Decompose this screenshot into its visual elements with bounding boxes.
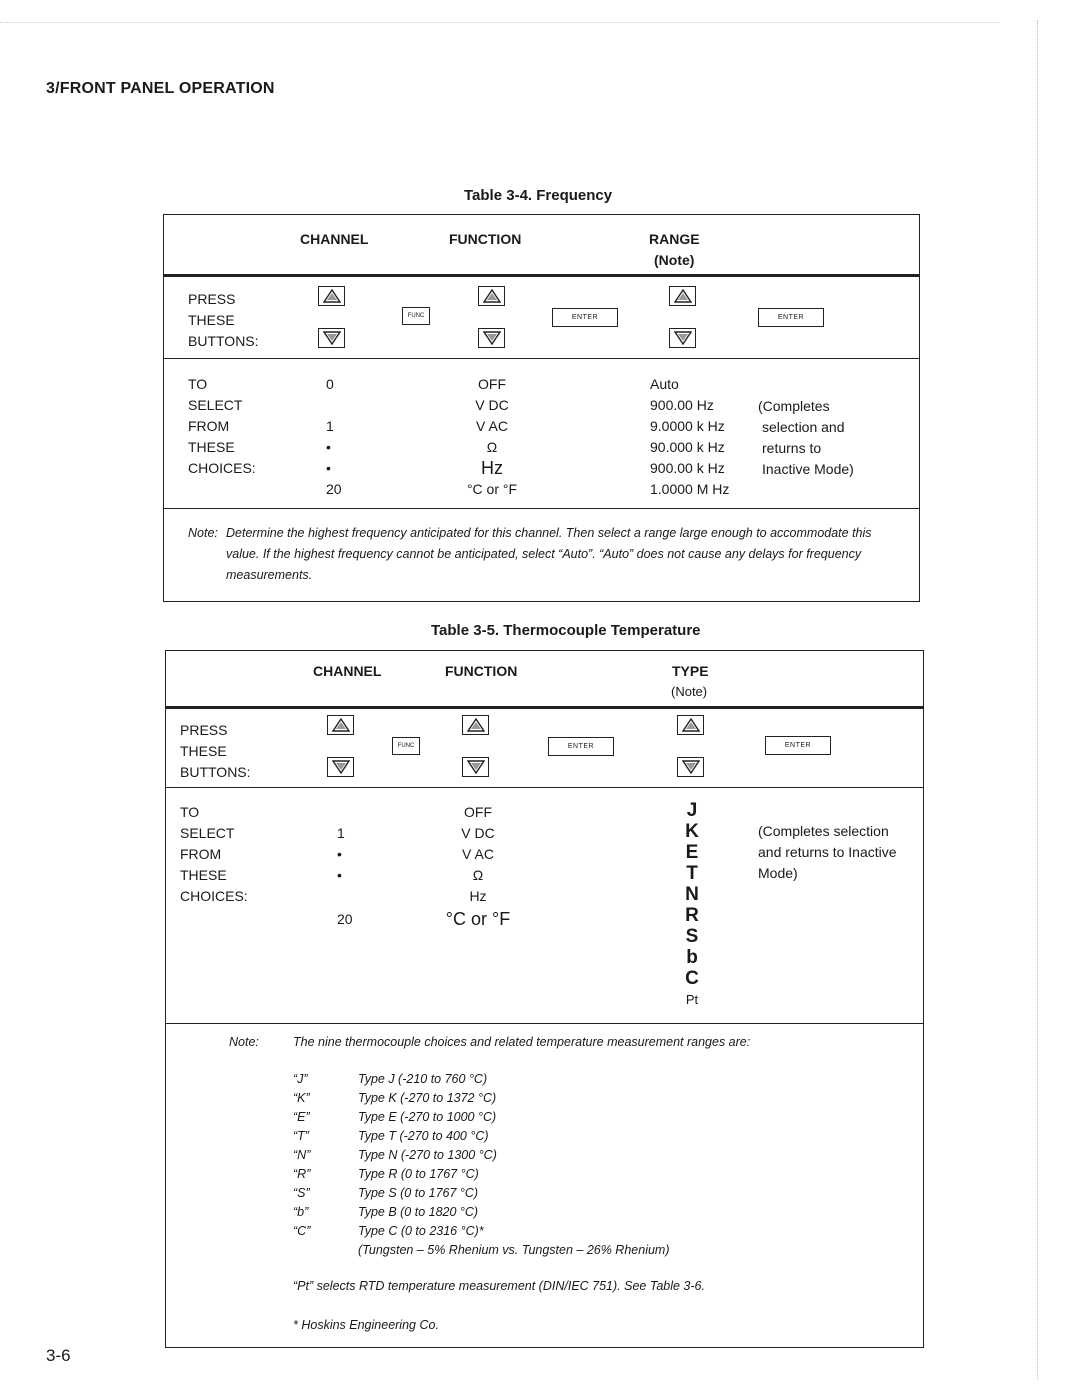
press-line: BUTTONS: bbox=[180, 764, 251, 780]
function-value: V AC bbox=[462, 846, 494, 862]
type-value: J bbox=[686, 800, 698, 821]
range-value: Auto bbox=[650, 376, 679, 392]
select-line: FROM bbox=[180, 846, 222, 862]
table5-channel-values bbox=[337, 802, 353, 930]
type-value: S bbox=[685, 926, 699, 947]
type-value: b bbox=[686, 947, 698, 968]
press-line: PRESS bbox=[180, 722, 228, 738]
channel-value: • bbox=[326, 460, 331, 476]
channel-value: 20 bbox=[326, 481, 342, 497]
type-value: Pt bbox=[685, 992, 699, 1007]
table4-col-range-note: (Note) bbox=[654, 252, 695, 268]
enter-button[interactable]: ENTER bbox=[552, 308, 618, 327]
table5-pt-note: “Pt” selects RTD temperature measurement (DIN/IEC 751). See Table 3-6. bbox=[293, 1279, 705, 1293]
type-value: C bbox=[685, 968, 699, 989]
completes-line: returns to bbox=[762, 440, 822, 456]
note-line: measurements. bbox=[226, 568, 313, 582]
channel-value: 20 bbox=[337, 911, 353, 927]
down-triangle-icon bbox=[682, 760, 700, 774]
table5-rule bbox=[166, 787, 923, 788]
channel-value: • bbox=[337, 867, 342, 883]
page-edge-rule bbox=[1037, 20, 1038, 1380]
table5-tc-ranges bbox=[358, 1070, 670, 1260]
up-triangle-icon bbox=[323, 289, 341, 303]
tc-range: Type J (-210 to 760 °C) bbox=[358, 1072, 488, 1086]
enter-button[interactable]: ENTER bbox=[548, 737, 614, 756]
page-number: 3-6 bbox=[46, 1346, 71, 1365]
tc-range: Type S (0 to 1767 °C) bbox=[358, 1186, 479, 1200]
range-value: 90.000 k Hz bbox=[650, 439, 725, 455]
table4-function-values bbox=[466, 374, 518, 500]
select-line: CHOICES: bbox=[188, 460, 256, 476]
table4-frequency bbox=[163, 214, 920, 602]
table4-range-values bbox=[650, 374, 729, 500]
function-value: OFF bbox=[478, 376, 506, 392]
tc-range: Type K (-270 to 1372 °C) bbox=[358, 1091, 497, 1105]
note-line: value. If the highest frequency cannot be anticipated, select “Auto”. “Auto” does not cause any delays for frequency bbox=[226, 547, 862, 561]
type-value: E bbox=[685, 842, 699, 863]
function-value: °C or °F bbox=[466, 481, 518, 497]
tc-code: “T” bbox=[293, 1129, 309, 1143]
completes-line: and returns to Inactive bbox=[758, 844, 897, 860]
select-line: SELECT bbox=[188, 397, 243, 413]
enter-button[interactable]: ENTER bbox=[758, 308, 824, 327]
note-line: Determine the highest frequency anticipated for this channel. Then select a range large enough to accommodate this bbox=[226, 526, 872, 540]
function-down-button[interactable] bbox=[478, 328, 505, 348]
range-up-button[interactable] bbox=[669, 286, 696, 306]
channel-value bbox=[326, 395, 342, 416]
table4-col-channel: CHANNEL bbox=[300, 231, 369, 247]
function-value-selected: Hz bbox=[481, 458, 503, 478]
tc-code: “J” bbox=[293, 1072, 308, 1086]
table5-tc-codes bbox=[293, 1070, 310, 1241]
tc-code: “E” bbox=[293, 1110, 310, 1124]
table4-rule bbox=[164, 358, 919, 359]
down-triangle-icon bbox=[323, 331, 341, 345]
section-header: 3/FRONT PANEL OPERATION bbox=[46, 80, 275, 97]
channel-value: • bbox=[326, 439, 331, 455]
table5-thermocouple bbox=[165, 650, 924, 1348]
up-triangle-icon bbox=[467, 718, 485, 732]
table5-col-type: TYPE bbox=[672, 663, 709, 679]
table4-col-range: RANGE bbox=[649, 231, 700, 247]
type-down-button[interactable] bbox=[677, 757, 704, 777]
table4-note-text bbox=[226, 523, 872, 586]
function-value: V AC bbox=[476, 418, 508, 434]
range-value: 900.00 Hz bbox=[650, 397, 714, 413]
table4-channel-values bbox=[326, 374, 342, 500]
table4-header-rule bbox=[164, 274, 919, 277]
table5-note-label: Note: bbox=[229, 1035, 259, 1049]
type-value: R bbox=[685, 905, 699, 926]
table4-caption: Table 3-4. Frequency bbox=[464, 187, 613, 204]
table4-completes-note bbox=[758, 396, 854, 480]
func-button[interactable]: FUNC bbox=[402, 307, 430, 325]
down-triangle-icon bbox=[467, 760, 485, 774]
up-triangle-icon bbox=[674, 289, 692, 303]
channel-down-button[interactable] bbox=[318, 328, 345, 348]
channel-value bbox=[337, 802, 353, 823]
tc-code: “S” bbox=[293, 1186, 310, 1200]
table4-press-label bbox=[188, 289, 259, 352]
press-line: THESE bbox=[180, 743, 227, 759]
table5-note-rule bbox=[166, 1023, 923, 1024]
function-value-selected: °C or °F bbox=[445, 909, 511, 929]
completes-line: Mode) bbox=[758, 865, 798, 881]
press-line: BUTTONS: bbox=[188, 333, 259, 349]
tc-range: Type B (0 to 1820 °C) bbox=[358, 1205, 479, 1219]
select-line: TO bbox=[188, 376, 208, 392]
completes-line: Inactive Mode) bbox=[762, 461, 854, 477]
channel-up-button[interactable] bbox=[327, 715, 354, 735]
table5-col-channel: CHANNEL bbox=[313, 663, 382, 679]
type-value: N bbox=[685, 884, 699, 905]
range-value: 1.0000 M Hz bbox=[650, 481, 730, 497]
down-triangle-icon bbox=[332, 760, 350, 774]
tc-code: “N” bbox=[293, 1148, 311, 1162]
table5-col-type-note: (Note) bbox=[671, 684, 708, 699]
tc-code: “C” bbox=[293, 1224, 311, 1238]
tc-range: Type C (0 to 2316 °C)* bbox=[358, 1224, 484, 1238]
function-value: V DC bbox=[475, 397, 509, 413]
channel-up-button[interactable] bbox=[318, 286, 345, 306]
function-value: V DC bbox=[461, 825, 495, 841]
page-top-rule bbox=[0, 22, 1000, 23]
channel-value: 0 bbox=[326, 376, 334, 392]
function-down-button[interactable] bbox=[462, 757, 489, 777]
completes-line: (Completes selection bbox=[758, 823, 889, 839]
select-line: THESE bbox=[180, 867, 227, 883]
completes-line: (Completes bbox=[758, 398, 830, 414]
select-line: TO bbox=[180, 804, 200, 820]
range-value: 900.00 k Hz bbox=[650, 460, 725, 476]
table4-col-function: FUNCTION bbox=[449, 231, 522, 247]
table5-press-label bbox=[180, 720, 251, 783]
channel-value: • bbox=[337, 846, 342, 862]
type-value: K bbox=[685, 821, 699, 842]
tc-range: Type R (0 to 1767 °C) bbox=[358, 1167, 479, 1181]
channel-down-button[interactable] bbox=[327, 757, 354, 777]
table5-function-values bbox=[438, 802, 518, 930]
tungsten-note: (Tungsten – 5% Rhenium vs. Tungsten – 26% Rhenium) bbox=[358, 1243, 670, 1257]
table5-select-label bbox=[180, 802, 248, 907]
function-value: OFF bbox=[464, 804, 492, 820]
enter-button[interactable]: ENTER bbox=[765, 736, 831, 755]
tc-code: “R” bbox=[293, 1167, 311, 1181]
range-value: 9.0000 k Hz bbox=[650, 418, 725, 434]
select-line: THESE bbox=[188, 439, 235, 455]
press-line: PRESS bbox=[188, 291, 236, 307]
type-value: T bbox=[686, 863, 698, 884]
tc-range: Type E (-270 to 1000 °C) bbox=[358, 1110, 497, 1124]
table4-note-rule bbox=[164, 508, 919, 509]
range-down-button[interactable] bbox=[669, 328, 696, 348]
function-up-button[interactable] bbox=[462, 715, 489, 735]
select-line: FROM bbox=[188, 418, 230, 434]
completes-line: selection and bbox=[762, 419, 845, 435]
select-line: CHOICES: bbox=[180, 888, 248, 904]
tc-range: Type T (-270 to 400 °C) bbox=[358, 1129, 489, 1143]
table5-footnote: * Hoskins Engineering Co. bbox=[293, 1318, 439, 1332]
table5-caption: Table 3-5. Thermocouple Temperature bbox=[431, 622, 701, 639]
tc-code: “K” bbox=[293, 1091, 310, 1105]
press-line: THESE bbox=[188, 312, 235, 328]
table5-completes-note bbox=[758, 821, 897, 884]
channel-value: 1 bbox=[337, 825, 345, 841]
down-triangle-icon bbox=[674, 331, 692, 345]
function-value: Ω bbox=[486, 439, 498, 455]
down-triangle-icon bbox=[483, 331, 501, 345]
function-value: Ω bbox=[472, 867, 484, 883]
table5-header-rule bbox=[166, 706, 923, 709]
table5-type-values bbox=[679, 800, 705, 1010]
up-triangle-icon bbox=[483, 289, 501, 303]
select-line: SELECT bbox=[180, 825, 235, 841]
function-up-button[interactable] bbox=[478, 286, 505, 306]
table5-col-function: FUNCTION bbox=[445, 663, 518, 679]
func-button[interactable]: FUNC bbox=[392, 737, 420, 755]
type-up-button[interactable] bbox=[677, 715, 704, 735]
function-value: Hz bbox=[469, 888, 487, 904]
channel-value: 1 bbox=[326, 418, 334, 434]
table4-note-label: Note: bbox=[188, 526, 218, 540]
tc-code: “b” bbox=[293, 1205, 309, 1219]
table5-note-intro: The nine thermocouple choices and related temperature measurement ranges are: bbox=[293, 1035, 751, 1049]
tc-range: Type N (-270 to 1300 °C) bbox=[358, 1148, 497, 1162]
up-triangle-icon bbox=[332, 718, 350, 732]
up-triangle-icon bbox=[682, 718, 700, 732]
channel-value bbox=[337, 886, 353, 907]
table4-select-label bbox=[188, 374, 256, 479]
